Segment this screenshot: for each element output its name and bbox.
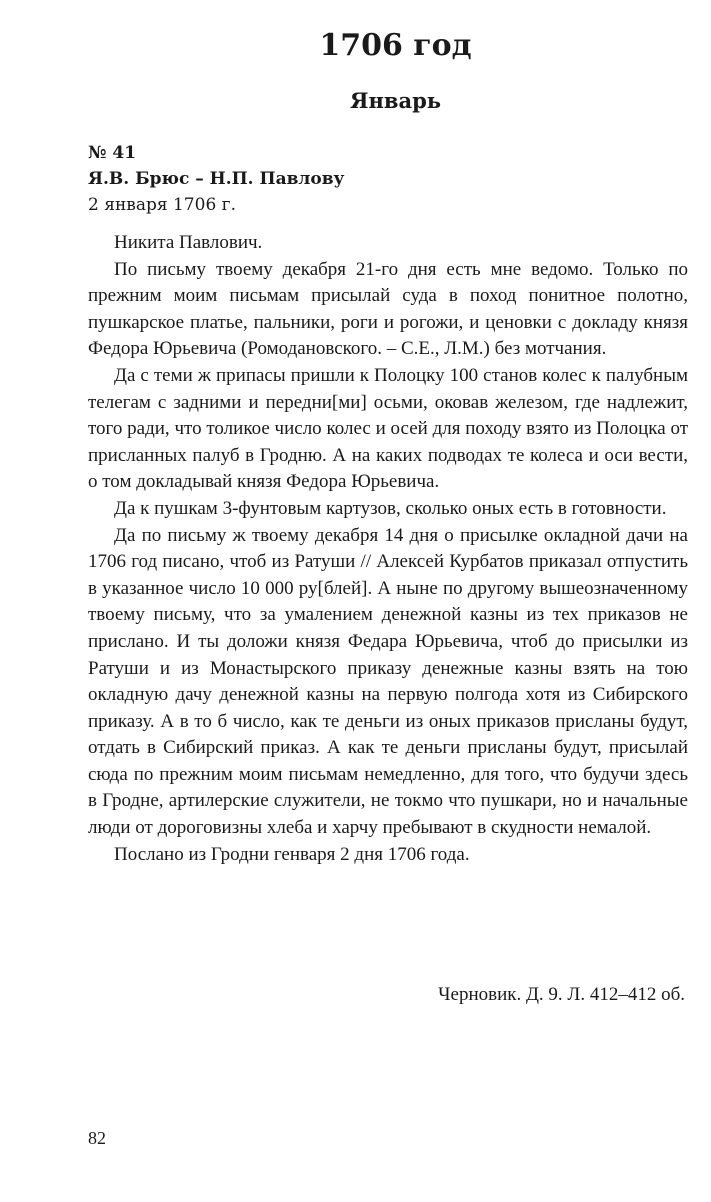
letter-paragraph: Да с теми ж припасы пришли к Полоцку 100 станов колес к палубным телегам с задними и передни[ми] осьми, оковав железом, где надлежит, того ради, что толикое число колес и осей для походу взято из Полоцка от присланных палуб в Гродню. А на каких подводах те колеса и оси вести, о том докладывай князя Федора Юрьевича. (88, 364, 688, 493)
page-number: 82 (88, 1128, 106, 1148)
letter-greeting: Никита Павлович. (114, 232, 263, 253)
letter-paragraph: Да по письму ж твоему декабря 14 дня о присылке окладной дачи на 1706 год писано, чтоб из Ратуши // Алексей Курбатов приказал отпустить в указанное число 10 000 ру[блей]. А ныне по другому вышеозначенному твоему письму, что за умалением денежной казны из тех приказов не прислано. И ты доложи князя Федара Юрьевича, чтоб до присылки из Ратуши и из Монастырского приказу денежные казны взять на тою окладную дачу денежной казны на первую полгода хотя из Сибирского приказу. А в то б число, как те деньги из оных приказов присланы будут, отдать в Сибирский приказ. А как те деньги присланы будут, присылай сюда по прежним моим письмам немедленно, для того, что будучи здесь в Гродне, артилерские служители, не токмо что пушкари, но и начальные люди от дороговизны хлеба и харчу пребывают в скудности немалой. (88, 524, 688, 839)
archive-source: Черновик. Д. 9. Л. 412–412 об. (438, 984, 685, 1005)
document-header (88, 140, 344, 218)
year-heading: 1706 год (319, 28, 472, 63)
letter-closing: Послано из Гродни генваря 2 дня 1706 года. (114, 843, 470, 865)
document-date: 2 января 1706 г. (88, 195, 236, 215)
document-number: № 41 (88, 143, 137, 163)
document-parties: Я.В. Брюс – Н.П. Павлову (88, 169, 345, 189)
letter-paragraph: Да к пушкам 3-фунтовым картузов, сколько оных есть в готовности. (114, 497, 667, 519)
letter-paragraph: По письму твоему декабря 21-го дня есть мне ведомо. Только по прежним моим письмам присылай суда в поход понитное полотно, пушкарское платье, пальники, роги и рогожи, и ценовки с докладу князя Федора Юрьевича (Ромодановского. – С.Е., Л.М.) без мотчания. (88, 258, 688, 360)
letter-body (88, 230, 688, 868)
month-heading: Январь (349, 88, 442, 113)
